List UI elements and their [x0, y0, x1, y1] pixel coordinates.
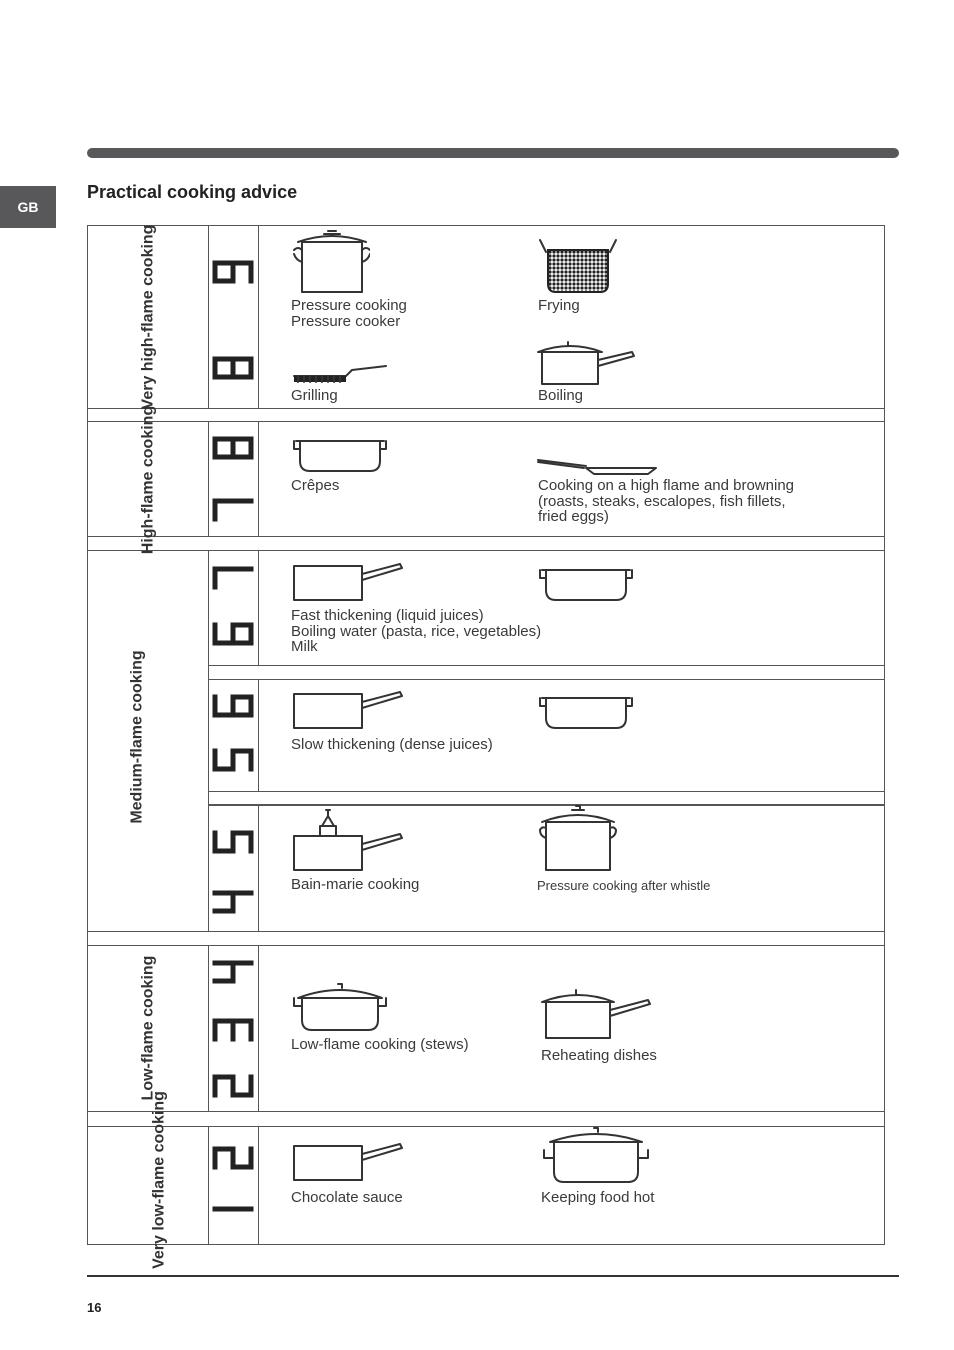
table-divider	[208, 421, 209, 536]
caption-frying: Frying	[538, 297, 580, 314]
caption-pressure-after-whistle: Pressure cooking after whistle	[537, 878, 711, 893]
saucepan-with-lid-icon	[540, 1124, 654, 1186]
caption-grilling: Grilling	[291, 387, 338, 404]
table-divider	[88, 931, 884, 932]
table-divider	[258, 226, 259, 408]
table-divider	[258, 804, 259, 931]
caption-slow-thickening: Slow thickening (dense juices)	[291, 736, 493, 753]
caption-chocolate-sauce: Chocolate sauce	[291, 1189, 403, 1206]
caption-high-flame-browning: Cooking on a high flame and browning (roasts, steaks, escalopes, fish fillets, fried eggs)	[538, 477, 795, 525]
bain-marie-icon	[290, 806, 410, 874]
saucepan-icon	[290, 686, 410, 732]
table-divider	[208, 945, 209, 1111]
table-divider	[208, 791, 884, 792]
grill-pan-icon	[290, 362, 390, 386]
footer-rule	[87, 1275, 899, 1277]
section-label-very-high: Very high-flame cooking	[139, 224, 157, 410]
saucepan-with-lid-icon	[536, 338, 636, 388]
table-divider	[88, 408, 884, 409]
casserole-icon	[536, 564, 636, 604]
table-divider	[208, 226, 209, 408]
casserole-icon	[290, 980, 390, 1034]
language-tab: GB	[0, 186, 56, 228]
saucepan-icon	[290, 558, 410, 604]
casserole-icon	[290, 435, 390, 475]
table-divider	[258, 550, 259, 665]
table-divider	[208, 550, 209, 931]
caption-pressure-cooking: Pressure cooking Pressure cooker	[291, 297, 407, 330]
caption-bain-marie: Bain-marie cooking	[291, 876, 420, 893]
caption-crepes: Crêpes	[291, 477, 340, 494]
page-number: 16	[87, 1300, 102, 1315]
casserole-icon	[536, 692, 636, 732]
caption-fast-thickening: Fast thickening (liquid juices) Boiling water (pasta, rice, vegetables) Milk	[291, 607, 542, 655]
page-title: Practical cooking advice	[87, 182, 298, 202]
table-divider	[208, 679, 884, 680]
table-divider	[208, 1126, 209, 1244]
table-divider	[258, 1126, 259, 1244]
top-rule	[87, 148, 899, 158]
stock-pot-icon	[536, 804, 620, 874]
section-label-high: High-flame cooking	[139, 405, 157, 555]
frying-basket-icon	[536, 238, 620, 296]
saucepan-with-lid-icon	[540, 986, 654, 1042]
table-divider	[258, 679, 259, 791]
cooking-table	[87, 225, 885, 1245]
pressure-cooker-icon	[290, 228, 370, 296]
table-divider	[258, 945, 259, 1111]
caption-keeping-hot: Keeping food hot	[541, 1189, 655, 1206]
section-label-very-low: Very low-flame cooking	[150, 1091, 168, 1269]
section-label-medium: Medium-flame cooking	[128, 650, 146, 824]
table-divider	[208, 665, 884, 666]
caption-boiling: Boiling	[538, 387, 584, 404]
table-divider	[88, 1111, 884, 1112]
table-divider	[258, 421, 259, 536]
frying-pan-icon	[536, 456, 660, 476]
table-divider	[88, 536, 884, 537]
caption-reheating: Reheating dishes	[541, 1047, 657, 1064]
section-label-low: Low-flame cooking	[139, 955, 157, 1101]
saucepan-icon	[290, 1138, 410, 1184]
caption-low-flame-stews: Low-flame cooking (stews)	[291, 1036, 469, 1053]
